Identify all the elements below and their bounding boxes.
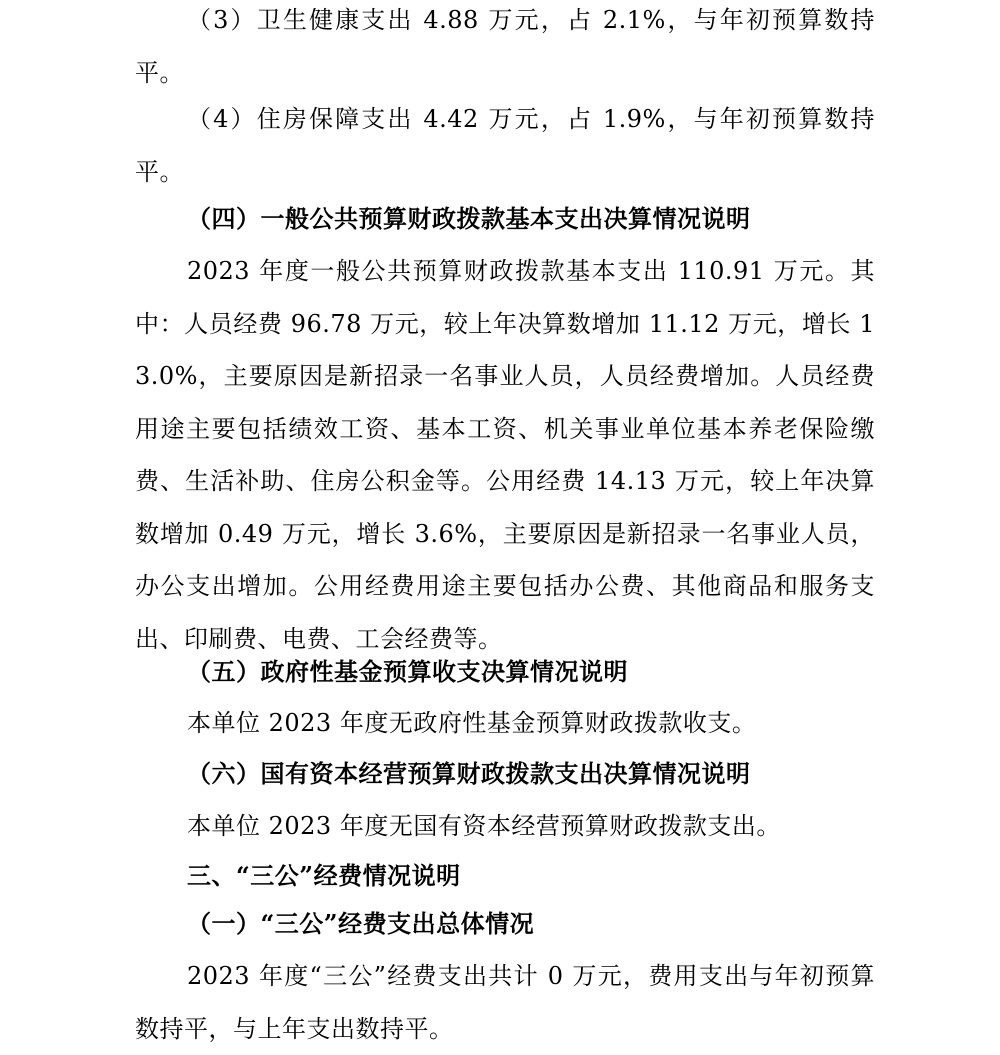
paragraph-housing-expenditure: （4）住房保障支出 4.42 万元，占 1.9%，与年初预算数持平。 xyxy=(135,105,875,186)
heading-section-five: （五）政府性基金预算收支决算情况说明 xyxy=(187,657,628,686)
heading-section-four: （四）一般公共预算财政拨款基本支出决算情况说明 xyxy=(187,204,751,233)
heading-section-six: （六）国有资本经营预算财政拨款支出决算情况说明 xyxy=(187,759,751,788)
paragraph-government-fund: 本单位 2023 年度无政府性基金预算财政拨款收支。 xyxy=(187,709,757,737)
paragraph-basic-expenditure: 2023 年度一般公共预算财政拨款基本支出 110.91 万元。其中：人员经费 96.78 万元，较上年决算数增加 11.12 万元，增长 13.0%，主要原因是新招录一名事业人员，人员经费增加。人员经费用途主要包括绩效工资、基本工资、机关事业单位基本养老保险缴费、生活补助、住房公积金等。公用经费 14.13 万元，较上年决算数增加 0.49 万元，增长 3.6%，主要原因是新招录一名事业人员，办公支出增加。公用经费用途主要包括办公费、其他商品和服务支出、印刷费、电费、工会经费等。 xyxy=(135,257,875,653)
heading-part-three: 三、“三公”经费情况说明 xyxy=(187,861,461,890)
paragraph-three-public-total: 2023 年度“三公”经费支出共计 0 万元，费用支出与年初预算数持平，与上年支出数持平。 xyxy=(135,962,875,1043)
paragraph-health-expenditure: （3）卫生健康支出 4.88 万元，占 2.1%，与年初预算数持平。 xyxy=(135,6,875,87)
paragraph-state-capital: 本单位 2023 年度无国有资本经营预算财政拨款支出。 xyxy=(187,812,781,840)
heading-three-public-overview: （一）“三公”经费支出总体情况 xyxy=(187,909,535,938)
